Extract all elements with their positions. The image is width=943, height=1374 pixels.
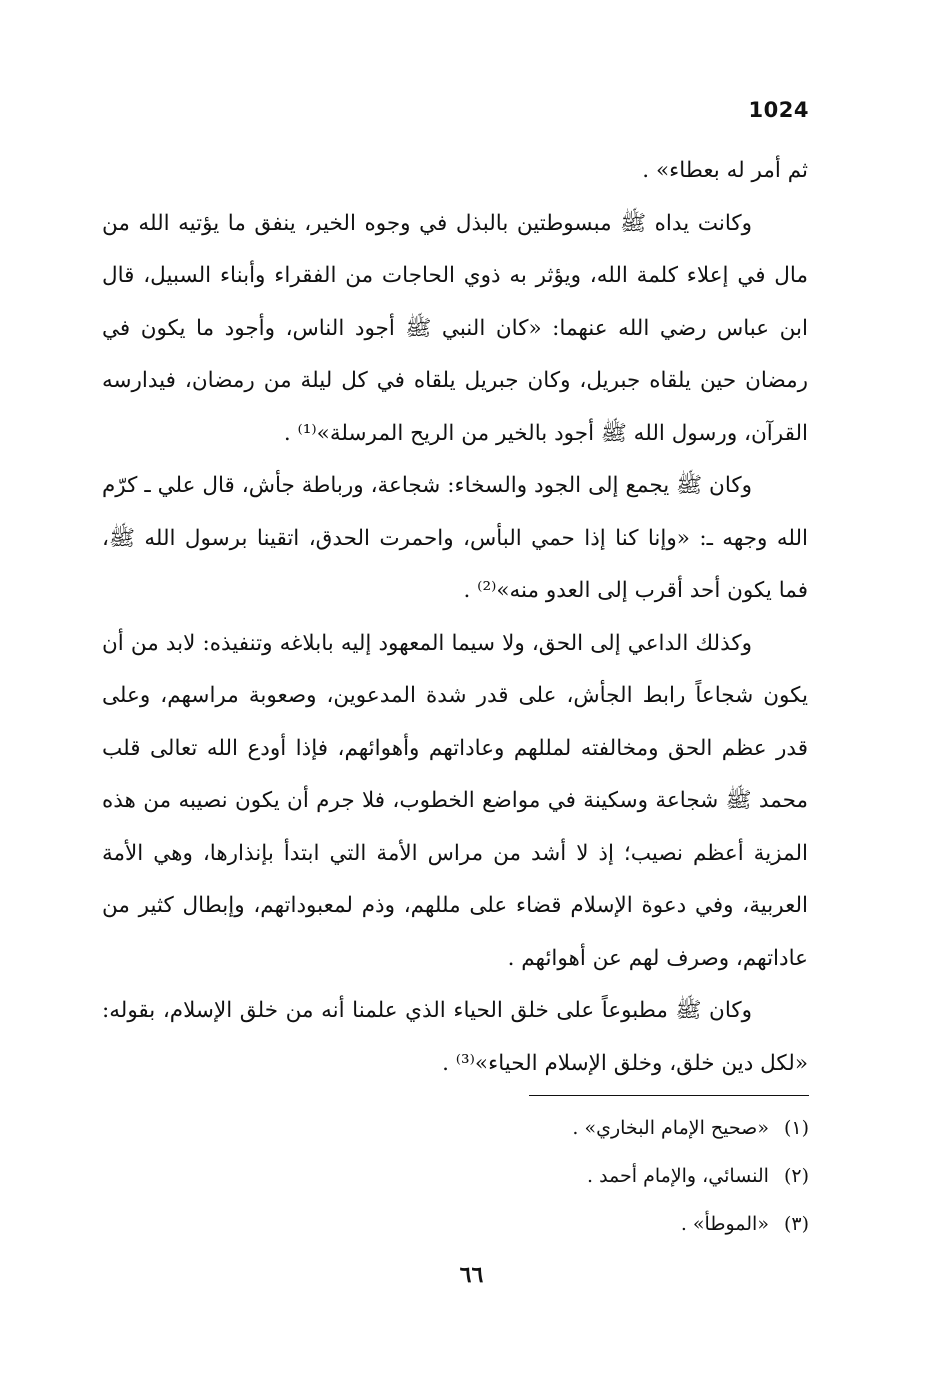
- paragraph-1: ثم أمر له بعطاء» .: [642, 158, 808, 183]
- footnote-text: «صحيح الإمام البخاري» .: [572, 1117, 769, 1139]
- paragraph-5: وكان ﷺ مطبوعاً على خلق الحياء الذي علمنا أنه من خلق الإسلام، بقوله: «لكل دين خلق، وخلق الإسلام الحياء»⁽³⁾ .: [102, 998, 808, 1076]
- footnote-3: [409, 1200, 809, 1248]
- paragraph-3: وكان ﷺ يجمع إلى الجود والسخاء: شجاعة، ورباطة جأش، قال علي ـ كرّم الله وجهه ـ: «وإنا كنا إذا حمي البأس، واحمرت الحدق، اتقينا برسول الله ﷺ، فما يكون أحد أقرب إلى العدو منه»⁽²⁾ .: [102, 473, 808, 603]
- main-text: [102, 145, 808, 1090]
- footnote-text: النسائي، والإمام أحمد .: [586, 1165, 769, 1187]
- paragraph-4: وكذلك الداعي إلى الحق، ولا سيما المعهود إليه بابلاغه وتنفيذه: لابد من أن يكون شجاعاً رابط الجأش، على قدر شدة المدعوين، وصعوبة مراسهم، وعلى قدر عظم الحق ومخالفته لمللهم وعاداتهم وأهوائهم، فإذا أودع الله تعالى قلب محمد ﷺ شجاعة وسكينة في مواضع الخطوب، فلا جرم أن يكون نصيبه من هذه المزية أعظم نصيب؛ إذ لا أشد من مراس الأمة التي ابتدأ بإنذارها، وهي الأمة العربية، وفي دعوة الإسلام قضاء على مللهم، وذم لمعبوداتهم، وإبطال كثير من عاداتهم، وصرف لهم عن أهوائهم .: [102, 630, 808, 971]
- footnote-text: «الموطأ» .: [680, 1213, 769, 1235]
- footnote-divider: [529, 1095, 809, 1096]
- footnote-1: [409, 1104, 809, 1152]
- footnote-number: (٢): [783, 1165, 809, 1187]
- footnotes: [409, 1104, 809, 1248]
- footnote-number: (٣): [783, 1213, 809, 1235]
- paragraph-2: وكانت يداه ﷺ مبسوطتين بالبذل في وجوه الخير، ينفق ما يؤتيه الله من مال في إعلاء كلمة الله، ويؤثر به ذوي الحاجات من الفقراء وأبناء السبيل، قال ابن عباس رضي الله عنهما: «كان النبي ﷺ أجود الناس، وأجود ما يكون في رمضان حين يلقاه جبريل، وكان جبريل يلقاه في كل ليلة من رمضان، فيدارسه القرآن، ورسول الله ﷺ أجود بالخير من الريح المرسلة»⁽¹⁾ .: [102, 210, 808, 446]
- footnote-number: (١): [783, 1117, 809, 1139]
- page-number-top: 1024: [748, 98, 809, 122]
- footnote-2: [409, 1152, 809, 1200]
- page-number-bottom: ٦٦: [459, 1262, 484, 1288]
